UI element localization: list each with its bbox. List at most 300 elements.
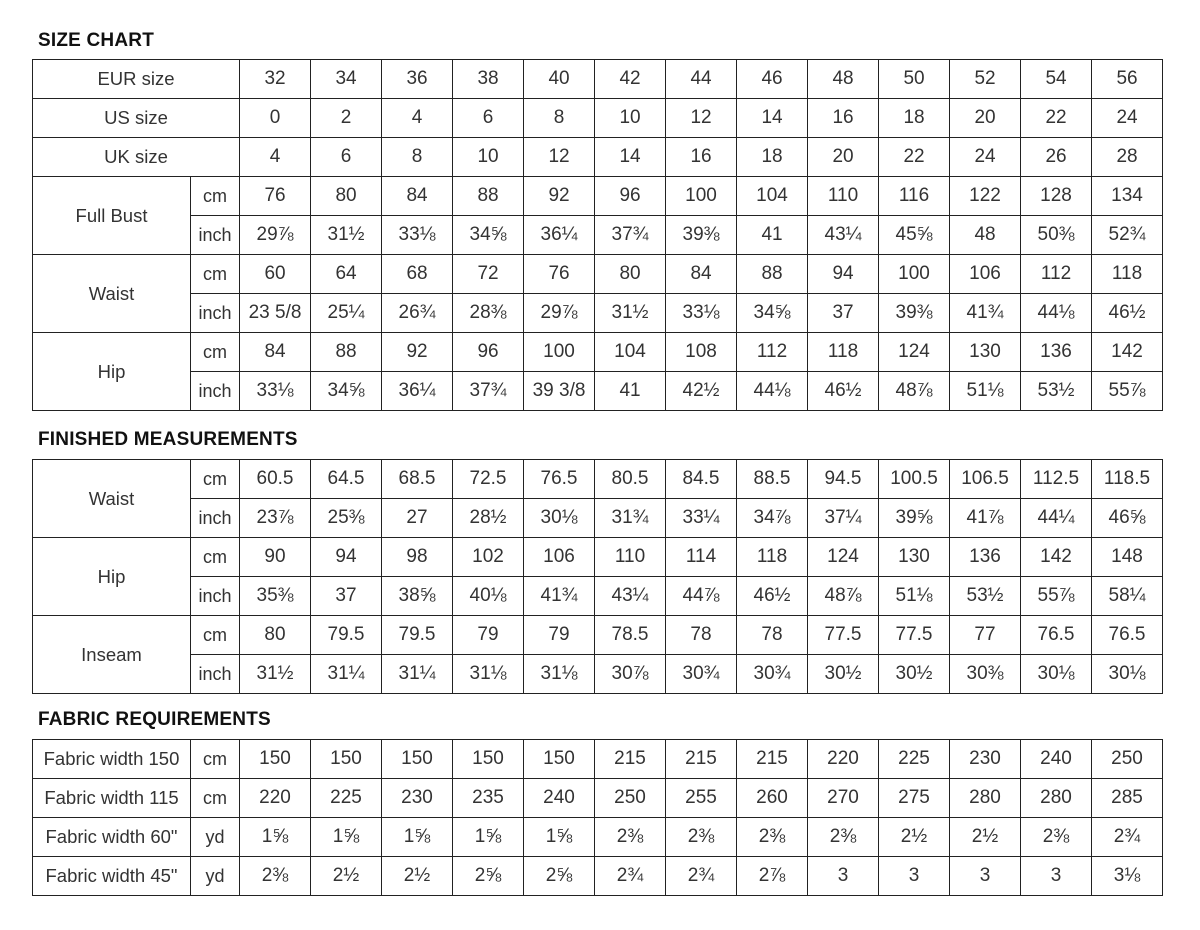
value-cell: 28⅜ (453, 294, 524, 333)
value-cell: 29⅞ (240, 216, 311, 255)
value-cell: 235 (453, 779, 524, 818)
size-value-cell: 54 (1021, 60, 1092, 99)
size-value-cell: 24 (950, 138, 1021, 177)
unit-cell: inch (191, 577, 240, 616)
size-value-cell: 14 (737, 99, 808, 138)
value-cell: 260 (737, 779, 808, 818)
value-cell: 1⅝ (240, 818, 311, 857)
value-cell: 39⅜ (666, 216, 737, 255)
unit-cell: cm (191, 616, 240, 655)
table-row (33, 294, 1163, 333)
value-cell: 136 (950, 538, 1021, 577)
value-cell: 38⅝ (382, 577, 453, 616)
value-cell: 275 (879, 779, 950, 818)
value-cell: 225 (311, 779, 382, 818)
fabric-label: Fabric width 45" (33, 857, 191, 896)
value-cell: 41⅞ (950, 499, 1021, 538)
value-cell: 53½ (1021, 372, 1092, 411)
value-cell: 31½ (240, 655, 311, 694)
value-cell: 124 (808, 538, 879, 577)
value-cell: 76.5 (524, 460, 595, 499)
size-row (33, 138, 1163, 177)
unit-cell: inch (191, 655, 240, 694)
value-cell: 142 (1021, 538, 1092, 577)
value-cell: 37¾ (595, 216, 666, 255)
value-cell: 3 (950, 857, 1021, 896)
value-cell: 3 (879, 857, 950, 896)
value-cell: 33⅛ (382, 216, 453, 255)
fabric-label: Fabric width 115 (33, 779, 191, 818)
size-value-cell: 20 (950, 99, 1021, 138)
value-cell: 2½ (879, 818, 950, 857)
value-cell: 77.5 (808, 616, 879, 655)
unit-cell: inch (191, 499, 240, 538)
value-cell: 23 5/8 (240, 294, 311, 333)
size-value-cell: 2 (311, 99, 382, 138)
value-cell: 30¾ (737, 655, 808, 694)
value-cell: 76 (240, 177, 311, 216)
value-cell: 98 (382, 538, 453, 577)
size-row (33, 99, 1163, 138)
value-cell: 1⅝ (311, 818, 382, 857)
value-cell: 46⅝ (1092, 499, 1163, 538)
value-cell: 30⅛ (1092, 655, 1163, 694)
value-cell: 2⅝ (524, 857, 595, 896)
table-row (33, 779, 1163, 818)
table-row (33, 818, 1163, 857)
value-cell: 43¼ (595, 577, 666, 616)
size-value-cell: 34 (311, 60, 382, 99)
value-cell: 94 (808, 255, 879, 294)
value-cell: 94 (311, 538, 382, 577)
finished-measurements-table (32, 459, 1163, 694)
value-cell: 118 (1092, 255, 1163, 294)
value-cell: 78.5 (595, 616, 666, 655)
table-row (33, 460, 1163, 499)
value-cell: 90 (240, 538, 311, 577)
value-cell: 46½ (1092, 294, 1163, 333)
size-value-cell: 36 (382, 60, 453, 99)
size-value-cell: 0 (240, 99, 311, 138)
size-value-cell: 56 (1092, 60, 1163, 99)
finished-measurements-title: FINISHED MEASUREMENTS (38, 429, 298, 450)
value-cell: 43¼ (808, 216, 879, 255)
value-cell: 34⅝ (311, 372, 382, 411)
value-cell: 112 (737, 333, 808, 372)
value-cell: 102 (453, 538, 524, 577)
size-chart-table (32, 59, 1163, 411)
value-cell: 88 (311, 333, 382, 372)
value-cell: 84.5 (666, 460, 737, 499)
value-cell: 2¾ (1092, 818, 1163, 857)
unit-cell: inch (191, 372, 240, 411)
value-cell: 46½ (808, 372, 879, 411)
value-cell: 31½ (595, 294, 666, 333)
table-row (33, 577, 1163, 616)
value-cell: 76.5 (1021, 616, 1092, 655)
value-cell: 112 (1021, 255, 1092, 294)
value-cell: 45⅝ (879, 216, 950, 255)
value-cell: 30⅛ (524, 499, 595, 538)
value-cell: 100 (879, 255, 950, 294)
value-cell: 40⅛ (453, 577, 524, 616)
value-cell: 29⅞ (524, 294, 595, 333)
value-cell: 51⅛ (879, 577, 950, 616)
value-cell: 94.5 (808, 460, 879, 499)
value-cell: 110 (808, 177, 879, 216)
table-row (33, 177, 1163, 216)
unit-cell: cm (191, 779, 240, 818)
value-cell: 96 (595, 177, 666, 216)
value-cell: 44¼ (1021, 499, 1092, 538)
value-cell: 77.5 (879, 616, 950, 655)
value-cell: 33⅛ (666, 294, 737, 333)
value-cell: 2⅞ (737, 857, 808, 896)
table-row (33, 333, 1163, 372)
value-cell: 3 (1021, 857, 1092, 896)
value-cell: 100 (524, 333, 595, 372)
value-cell: 48⅞ (879, 372, 950, 411)
value-cell: 37 (311, 577, 382, 616)
size-value-cell: 8 (524, 99, 595, 138)
value-cell: 55⅞ (1092, 372, 1163, 411)
size-value-cell: 50 (879, 60, 950, 99)
size-value-cell: 52 (950, 60, 1021, 99)
size-value-cell: 12 (666, 99, 737, 138)
unit-cell: cm (191, 740, 240, 779)
value-cell: 39⅜ (879, 294, 950, 333)
value-cell: 2½ (311, 857, 382, 896)
value-cell: 36¼ (524, 216, 595, 255)
value-cell: 96 (453, 333, 524, 372)
value-cell: 285 (1092, 779, 1163, 818)
value-cell: 2½ (382, 857, 453, 896)
value-cell: 100.5 (879, 460, 950, 499)
value-cell: 1⅝ (382, 818, 453, 857)
value-cell: 30¾ (666, 655, 737, 694)
value-cell: 31½ (311, 216, 382, 255)
fabric-requirements-title: FABRIC REQUIREMENTS (38, 709, 271, 730)
size-value-cell: 18 (737, 138, 808, 177)
value-cell: 150 (382, 740, 453, 779)
unit-cell: cm (191, 460, 240, 499)
measurement-label: Hip (33, 538, 191, 616)
value-cell: 150 (311, 740, 382, 779)
value-cell: 41 (737, 216, 808, 255)
value-cell: 27 (382, 499, 453, 538)
value-cell: 118 (808, 333, 879, 372)
value-cell: 2¾ (595, 857, 666, 896)
size-value-cell: 40 (524, 60, 595, 99)
measurement-label: Hip (33, 333, 191, 411)
size-chart-title: SIZE CHART (38, 30, 154, 51)
value-cell: 79.5 (311, 616, 382, 655)
value-cell: 2⅜ (240, 857, 311, 896)
value-cell: 30⅛ (1021, 655, 1092, 694)
value-cell: 80.5 (595, 460, 666, 499)
value-cell: 58¼ (1092, 577, 1163, 616)
table-row (33, 616, 1163, 655)
size-label: UK size (33, 138, 240, 177)
value-cell: 240 (524, 779, 595, 818)
size-value-cell: 10 (453, 138, 524, 177)
value-cell: 28½ (453, 499, 524, 538)
value-cell: 84 (240, 333, 311, 372)
value-cell: 280 (1021, 779, 1092, 818)
measurement-label: Waist (33, 460, 191, 538)
value-cell: 68 (382, 255, 453, 294)
unit-cell: yd (191, 818, 240, 857)
value-cell: 2⅜ (1021, 818, 1092, 857)
size-value-cell: 16 (808, 99, 879, 138)
table-row (33, 857, 1163, 896)
value-cell: 2½ (950, 818, 1021, 857)
value-cell: 34⅝ (737, 294, 808, 333)
size-value-cell: 44 (666, 60, 737, 99)
value-cell: 48 (950, 216, 1021, 255)
value-cell: 114 (666, 538, 737, 577)
value-cell: 142 (1092, 333, 1163, 372)
value-cell: 37¾ (453, 372, 524, 411)
value-cell: 78 (666, 616, 737, 655)
value-cell: 88 (453, 177, 524, 216)
value-cell: 116 (879, 177, 950, 216)
value-cell: 2⅜ (808, 818, 879, 857)
value-cell: 23⅞ (240, 499, 311, 538)
unit-cell: cm (191, 333, 240, 372)
value-cell: 108 (666, 333, 737, 372)
value-cell: 39 3/8 (524, 372, 595, 411)
value-cell: 106 (950, 255, 1021, 294)
value-cell: 60 (240, 255, 311, 294)
value-cell: 55⅞ (1021, 577, 1092, 616)
value-cell: 79 (524, 616, 595, 655)
table-row (33, 538, 1163, 577)
value-cell: 44⅛ (1021, 294, 1092, 333)
value-cell: 46½ (737, 577, 808, 616)
value-cell: 250 (595, 779, 666, 818)
value-cell: 31⅛ (524, 655, 595, 694)
size-value-cell: 22 (879, 138, 950, 177)
value-cell: 44⅞ (666, 577, 737, 616)
value-cell: 104 (595, 333, 666, 372)
value-cell: 78 (737, 616, 808, 655)
unit-cell: cm (191, 255, 240, 294)
table-row (33, 740, 1163, 779)
value-cell: 3⅛ (1092, 857, 1163, 896)
value-cell: 2⅜ (595, 818, 666, 857)
value-cell: 100 (666, 177, 737, 216)
value-cell: 130 (879, 538, 950, 577)
value-cell: 112.5 (1021, 460, 1092, 499)
value-cell: 36¼ (382, 372, 453, 411)
value-cell: 84 (382, 177, 453, 216)
value-cell: 53½ (950, 577, 1021, 616)
size-label: EUR size (33, 60, 240, 99)
measurement-label: Waist (33, 255, 191, 333)
value-cell: 230 (950, 740, 1021, 779)
value-cell: 34⅝ (453, 216, 524, 255)
size-value-cell: 46 (737, 60, 808, 99)
value-cell: 37¼ (808, 499, 879, 538)
size-value-cell: 6 (453, 99, 524, 138)
value-cell: 80 (240, 616, 311, 655)
value-cell: 92 (524, 177, 595, 216)
value-cell: 33⅛ (240, 372, 311, 411)
size-value-cell: 14 (595, 138, 666, 177)
table-row (33, 499, 1163, 538)
value-cell: 35⅜ (240, 577, 311, 616)
value-cell: 2¾ (666, 857, 737, 896)
value-cell: 50⅜ (1021, 216, 1092, 255)
value-cell: 76.5 (1092, 616, 1163, 655)
value-cell: 41¾ (524, 577, 595, 616)
value-cell: 25⅜ (311, 499, 382, 538)
value-cell: 76 (524, 255, 595, 294)
value-cell: 42½ (666, 372, 737, 411)
value-cell: 2⅜ (737, 818, 808, 857)
size-value-cell: 4 (382, 99, 453, 138)
size-value-cell: 22 (1021, 99, 1092, 138)
value-cell: 30⅜ (950, 655, 1021, 694)
value-cell: 64.5 (311, 460, 382, 499)
size-value-cell: 20 (808, 138, 879, 177)
value-cell: 31¼ (382, 655, 453, 694)
value-cell: 150 (524, 740, 595, 779)
table-row (33, 655, 1163, 694)
value-cell: 84 (666, 255, 737, 294)
value-cell: 34⅞ (737, 499, 808, 538)
value-cell: 41 (595, 372, 666, 411)
value-cell: 118 (737, 538, 808, 577)
value-cell: 80 (311, 177, 382, 216)
value-cell: 230 (382, 779, 453, 818)
unit-cell: yd (191, 857, 240, 896)
value-cell: 136 (1021, 333, 1092, 372)
size-value-cell: 18 (879, 99, 950, 138)
value-cell: 3 (808, 857, 879, 896)
value-cell: 106.5 (950, 460, 1021, 499)
value-cell: 128 (1021, 177, 1092, 216)
measurement-label: Full Bust (33, 177, 191, 255)
table-row (33, 255, 1163, 294)
value-cell: 150 (240, 740, 311, 779)
fabric-requirements-table (32, 739, 1163, 896)
value-cell: 52¾ (1092, 216, 1163, 255)
value-cell: 215 (595, 740, 666, 779)
size-value-cell: 48 (808, 60, 879, 99)
value-cell: 44⅛ (737, 372, 808, 411)
value-cell: 106 (524, 538, 595, 577)
size-value-cell: 24 (1092, 99, 1163, 138)
table-row (33, 216, 1163, 255)
value-cell: 41¾ (950, 294, 1021, 333)
value-cell: 48⅞ (808, 577, 879, 616)
value-cell: 30½ (879, 655, 950, 694)
value-cell: 215 (666, 740, 737, 779)
value-cell: 72.5 (453, 460, 524, 499)
value-cell: 51⅛ (950, 372, 1021, 411)
table-row (33, 372, 1163, 411)
value-cell: 220 (808, 740, 879, 779)
value-cell: 80 (595, 255, 666, 294)
value-cell: 1⅝ (524, 818, 595, 857)
size-value-cell: 10 (595, 99, 666, 138)
value-cell: 68.5 (382, 460, 453, 499)
value-cell: 220 (240, 779, 311, 818)
size-row (33, 60, 1163, 99)
value-cell: 130 (950, 333, 1021, 372)
value-cell: 270 (808, 779, 879, 818)
value-cell: 60.5 (240, 460, 311, 499)
value-cell: 2⅝ (453, 857, 524, 896)
size-value-cell: 42 (595, 60, 666, 99)
value-cell: 104 (737, 177, 808, 216)
value-cell: 30½ (808, 655, 879, 694)
size-value-cell: 12 (524, 138, 595, 177)
value-cell: 31¾ (595, 499, 666, 538)
value-cell: 255 (666, 779, 737, 818)
value-cell: 79.5 (382, 616, 453, 655)
value-cell: 150 (453, 740, 524, 779)
value-cell: 110 (595, 538, 666, 577)
unit-cell: cm (191, 177, 240, 216)
size-value-cell: 32 (240, 60, 311, 99)
value-cell: 30⅞ (595, 655, 666, 694)
size-value-cell: 28 (1092, 138, 1163, 177)
value-cell: 64 (311, 255, 382, 294)
measurement-label: Inseam (33, 616, 191, 694)
value-cell: 124 (879, 333, 950, 372)
value-cell: 280 (950, 779, 1021, 818)
fabric-label: Fabric width 60" (33, 818, 191, 857)
value-cell: 2⅜ (666, 818, 737, 857)
value-cell: 72 (453, 255, 524, 294)
unit-cell: cm (191, 538, 240, 577)
value-cell: 77 (950, 616, 1021, 655)
size-value-cell: 6 (311, 138, 382, 177)
value-cell: 122 (950, 177, 1021, 216)
size-value-cell: 26 (1021, 138, 1092, 177)
value-cell: 240 (1021, 740, 1092, 779)
value-cell: 39⅝ (879, 499, 950, 538)
value-cell: 79 (453, 616, 524, 655)
value-cell: 225 (879, 740, 950, 779)
value-cell: 88.5 (737, 460, 808, 499)
value-cell: 118.5 (1092, 460, 1163, 499)
value-cell: 31⅛ (453, 655, 524, 694)
value-cell: 37 (808, 294, 879, 333)
value-cell: 25¼ (311, 294, 382, 333)
value-cell: 26¾ (382, 294, 453, 333)
value-cell: 31¼ (311, 655, 382, 694)
value-cell: 134 (1092, 177, 1163, 216)
value-cell: 33¼ (666, 499, 737, 538)
value-cell: 148 (1092, 538, 1163, 577)
value-cell: 1⅝ (453, 818, 524, 857)
unit-cell: inch (191, 216, 240, 255)
unit-cell: inch (191, 294, 240, 333)
size-value-cell: 8 (382, 138, 453, 177)
size-value-cell: 16 (666, 138, 737, 177)
size-label: US size (33, 99, 240, 138)
fabric-label: Fabric width 150 (33, 740, 191, 779)
value-cell: 88 (737, 255, 808, 294)
value-cell: 92 (382, 333, 453, 372)
value-cell: 250 (1092, 740, 1163, 779)
size-value-cell: 4 (240, 138, 311, 177)
size-value-cell: 38 (453, 60, 524, 99)
